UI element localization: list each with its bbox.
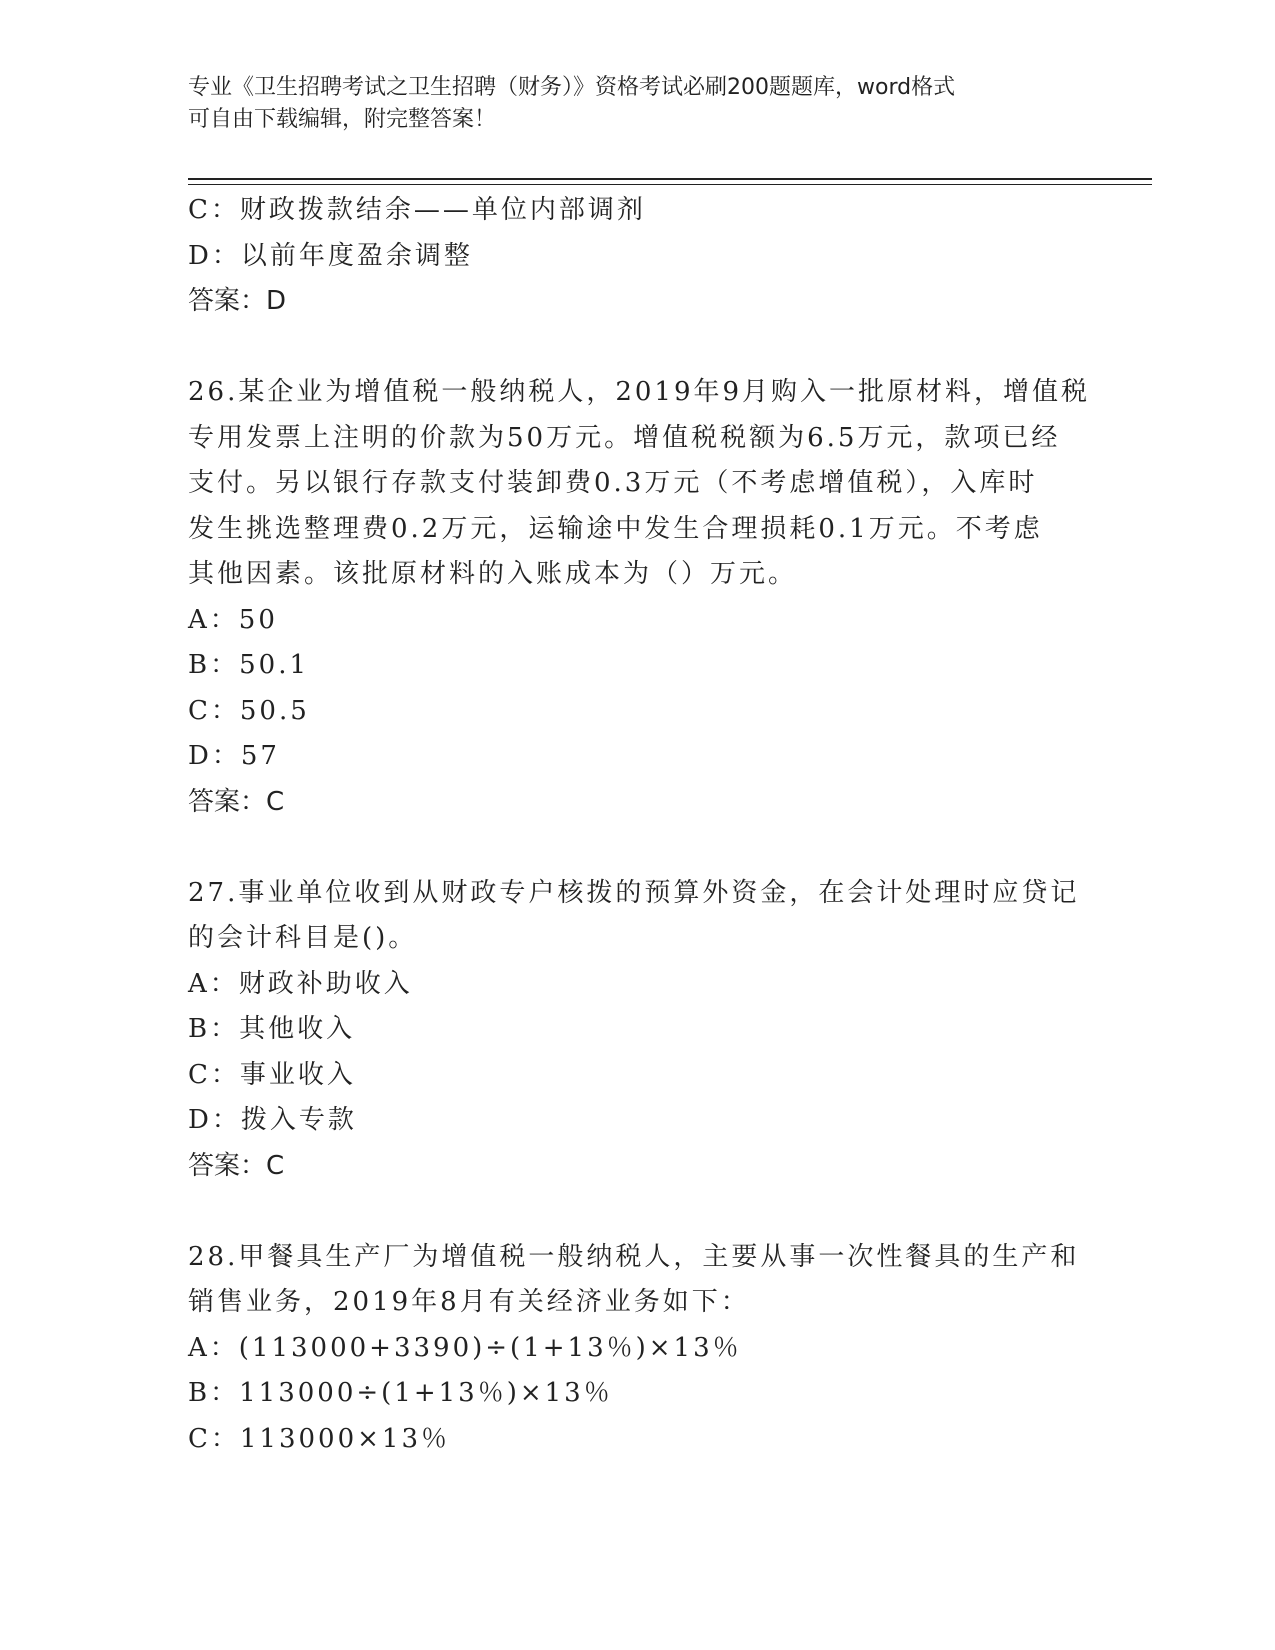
question-stem-line: 专用发票上注明的价款为50万元。增值税税额为6.5万元，款项已经 — [188, 422, 1061, 453]
option-b: B：其他收入 — [188, 1014, 356, 1044]
question-stem-line: 发生挑选整理费0.2万元，运输途中发生合理损耗0.1万元。不考虑 — [188, 513, 1043, 544]
answer: 答案：C — [188, 1150, 285, 1181]
option-d: D：以前年度盈余调整 — [188, 240, 473, 271]
header-divider-thin — [188, 184, 1152, 185]
answer: 答案：D — [188, 286, 287, 316]
question-stem-line: 其他因素。该批原材料的入账成本为（）万元。 — [188, 559, 798, 589]
header-line-2: 可自由下载编辑，附完整答案！ — [188, 107, 497, 132]
option-c: C：113000×13％ — [188, 1423, 451, 1454]
header-divider-thick — [188, 178, 1152, 180]
question-27 — [188, 871, 1088, 1190]
option-c: C：财政拨款结余——单位内部调剂 — [188, 195, 646, 225]
option-c: C：事业收入 — [188, 1059, 356, 1090]
question-26 — [188, 370, 1091, 825]
question-stem-line: 支付。另以银行存款支付装卸费0.3万元（不考虑增值税），入库时 — [188, 468, 1038, 498]
answer: 答案：C — [188, 786, 285, 817]
option-a: A：50 — [188, 604, 278, 635]
document-header — [188, 72, 1068, 136]
question-stem-line: 26.某企业为增值税一般纳税人，2019年9月购入一批原材料，增值税 — [188, 377, 1091, 407]
option-b: B：50.1 — [188, 650, 309, 680]
option-d: D：拨入专款 — [188, 1105, 357, 1135]
question-28 — [188, 1235, 1088, 1463]
question-stem-line: 28.甲餐具生产厂为增值税一般纳税人，主要从事一次性餐具的生产和 — [188, 1241, 1080, 1272]
option-b: B：113000÷(1+13％)×13％ — [188, 1378, 613, 1408]
question-stem-line: 销售业务，2019年8月有关经济业务如下： — [188, 1287, 750, 1317]
question-25 — [188, 188, 1088, 325]
option-c: C：50.5 — [188, 695, 310, 726]
option-a: A：(113000+3390)÷(1+13％)×13％ — [188, 1332, 742, 1363]
question-stem-line: 的会计科目是()。 — [188, 923, 418, 953]
question-stem-line: 27.事业单位收到从财政专户核拨的预算外资金，在会计处理时应贷记 — [188, 877, 1080, 908]
header-line-1: 专业《卫生招聘考试之卫生招聘（财务）》资格考试必刷200题题库，word格式 — [188, 75, 956, 100]
option-a: A：财政补助收入 — [188, 968, 413, 999]
option-d: D：57 — [188, 741, 280, 771]
question-list — [188, 188, 1091, 1462]
